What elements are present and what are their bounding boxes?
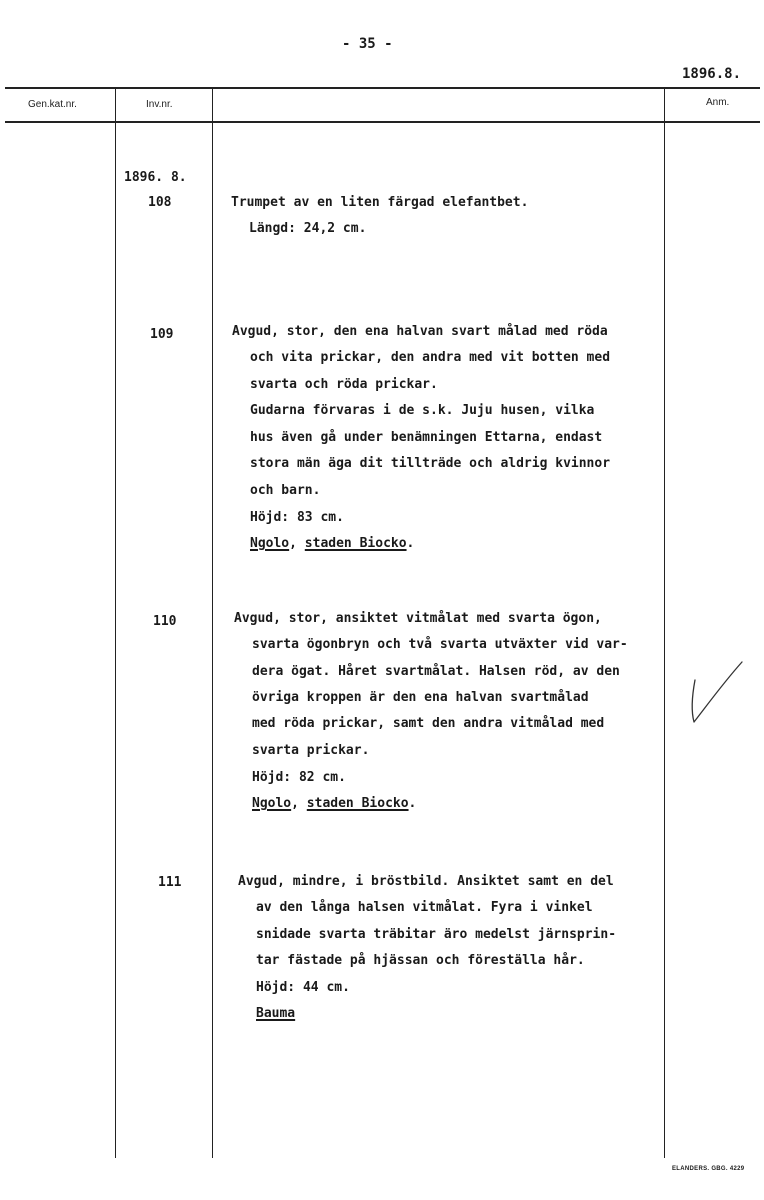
description-line: Avgud, mindre, i bröstbild. Ansiktet samt en del [238,874,614,889]
description-line: Höjd: 83 cm. [250,510,344,525]
description-line: Avgud, stor, ansiktet vitmålat med svarta ögon, [234,611,602,626]
provenance-detail: staden Biocko [306,796,409,811]
provenance-end: . [406,536,415,551]
provenance-separator: , [289,536,297,551]
description-line: med röda prickar, samt den andra vitmålad med [252,716,605,731]
provenance-line [252,796,416,811]
entry-number: 110 [153,614,177,629]
description-line: Avgud, stor, den ena halvan svart målad med röda [232,324,608,339]
provenance-separator: , [291,796,299,811]
entry-number: 111 [158,875,182,890]
description-line: Höjd: 82 cm. [252,770,346,785]
provenance-end: . [408,796,417,811]
description-line: svarta prickar. [252,743,370,758]
provenance-line [250,536,414,551]
provenance-place: Ngolo [252,796,292,811]
entry-number: 108 [148,195,172,210]
entry-number: 109 [150,327,174,342]
description-line: Gudarna förvaras i de s.k. Juju husen, vilka [250,403,595,418]
description-line: stora män äga dit tillträde och aldrig kvinnor [250,456,611,471]
description-line: Längd: 24,2 cm. [249,221,367,236]
description-line: Höjd: 44 cm. [256,980,350,995]
provenance-place: Ngolo [250,536,290,551]
page-number: - 35 - [342,36,393,52]
description-line: av den långa halsen vitmålat. Fyra i vinkel [256,900,593,915]
column-divider-3 [664,88,665,1158]
description-line: snidade svarta träbitar äro medelst järnsprin- [256,927,617,942]
description-line: tar fästade på hjässan och föreställa hår. [256,953,585,968]
provenance-line [256,1006,295,1021]
provenance-detail: staden Biocko [304,536,407,551]
column-header-anm: Anm. [706,97,730,108]
description-line: och vita prickar, den andra med vit botten med [250,350,611,365]
printer-footer: ELANDERS. GBG. 4229 [672,1166,745,1172]
provenance-place: Bauma [256,1006,296,1021]
description-line: hus även gå under benämningen Ettarna, endast [250,430,603,445]
column-header-gen-kat: Gen.kat.nr. [28,99,77,110]
catalog-group-label: 1896. 8. [124,170,187,185]
description-line: Trumpet av en liten färgad elefantbet. [231,195,529,210]
header-bottom-rule [5,121,760,123]
description-line: och barn. [250,483,321,498]
header-top-rule [5,87,760,89]
column-divider-1 [115,88,116,1158]
column-header-inv: Inv.nr. [146,99,173,110]
column-divider-2 [212,88,213,1158]
year-reference: 1896.8. [682,66,742,82]
description-line: dera ögat. Håret svartmålat. Halsen röd, av den [252,664,620,679]
description-line: svarta och röda prickar. [250,377,438,392]
check-mark-icon [686,656,746,726]
description-line: svarta ögonbryn och två svarta utväxter vid var- [252,637,628,652]
description-line: övriga kroppen är den ena halvan svartmålad [252,690,589,705]
